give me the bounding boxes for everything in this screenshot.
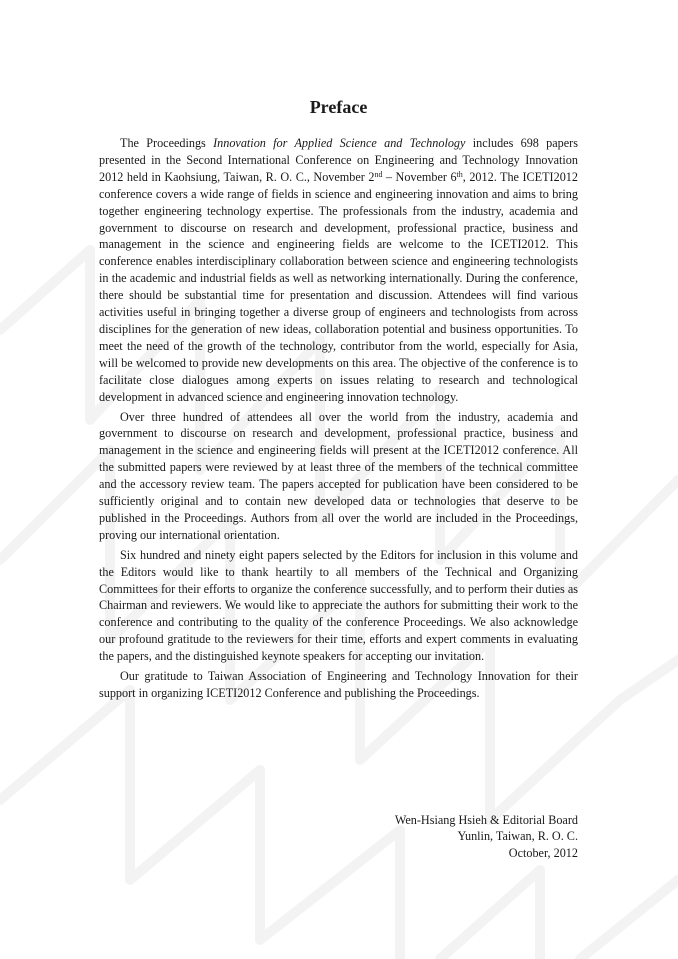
preface-paragraph-2: Over three hundred of attendees all over the world from the industry, academia and government to discourse on research and development, professional practice, business and management in the science and engineering fields will present at the ICETI2012 conference. All the submitted papers were reviewed by at least three of the members of the technical committee and the accessory review team. The papers accepted for publication have been considered to be sufficiently original and to contain new developed data or technologies that deserve to be published in the Proceedings. Authors from all over the world are included in the Proceedings, proving our international orientation. [99,409,578,542]
book-title-text: Innovation for Applied Science and Technology [213,136,466,150]
signature-location: Yunlin, Taiwan, R. O. C. [457,829,578,844]
signature-date: October, 2012 [508,845,578,860]
signature-name: Wen-Hsiang Hsieh & Editorial Board [394,813,578,827]
preface-paragraph-4: Our gratitude to Taiwan Association of Engineering and Technology Innovation for their support in organizing ICETI2012 Conference and publishing the Proceedings. [99,669,578,700]
signature-block [395,812,578,861]
p1-after-title-text: includes 698 papers presented in the Second International Conference on Engineering and Technology Innovation 2012 held in Kaohsiung, Taiwan, R. O. C., November 2 [99,136,578,184]
page-title: Preface [309,97,368,117]
document-page [99,96,578,705]
p1-end-date-suffix: th [456,169,463,179]
p1-intro-text: The Proceedings [120,136,214,150]
p1-date-mid-text: – November 6 [382,169,457,184]
p1-start-date-suffix: nd [374,169,383,179]
preface-paragraph-1 [99,135,578,406]
p1-rest-text: , 2012. The ICETI2012 conference covers a wide range of fields in science and engineering innovation and aims to bring together engineering technology expertise. The professionals from the industry, academia and government to discourse on research and development, professional practice, business and management in the science and engineering fields are welcome to the ICETI2012. This conference enables interdisciplinary collaboration between science and engineering technologists in the academic and industrial fields as well as networking internationally. During the conference, there should be substantial time for presentation and discussion. Attendees will find various activities useful in bringing together a diverse group of engineers and technologists from across disciplines for the generation of new ideas, collaboration potential and business opportunities. To meet the need of the growth of the technology, contributor from the world, especially for Asia, will be welcomed to provide new developments on this area. The objective of the conference is to facilitate close dialogues among experts on issues relating to research and technological development in advanced science and engineering innovation technology. [99,169,578,404]
preface-paragraph-3: Six hundred and ninety eight papers selected by the Editors for inclusion in this volume and the Editors would like to thank heartily to all members of the Technical and Organizing Committees for their efforts to organize the conference successfully, and to perform their duties as Chairman and reviewers. We would like to appreciate the authors for submitting their work to the conference and contributing to the quality of the conference Proceedings. We also acknowledge our profound gratitude to the reviewers for their time, efforts and expert comments in evaluating the papers, and the distinguished keynote speakers for accepting our invitation. [99,547,578,664]
